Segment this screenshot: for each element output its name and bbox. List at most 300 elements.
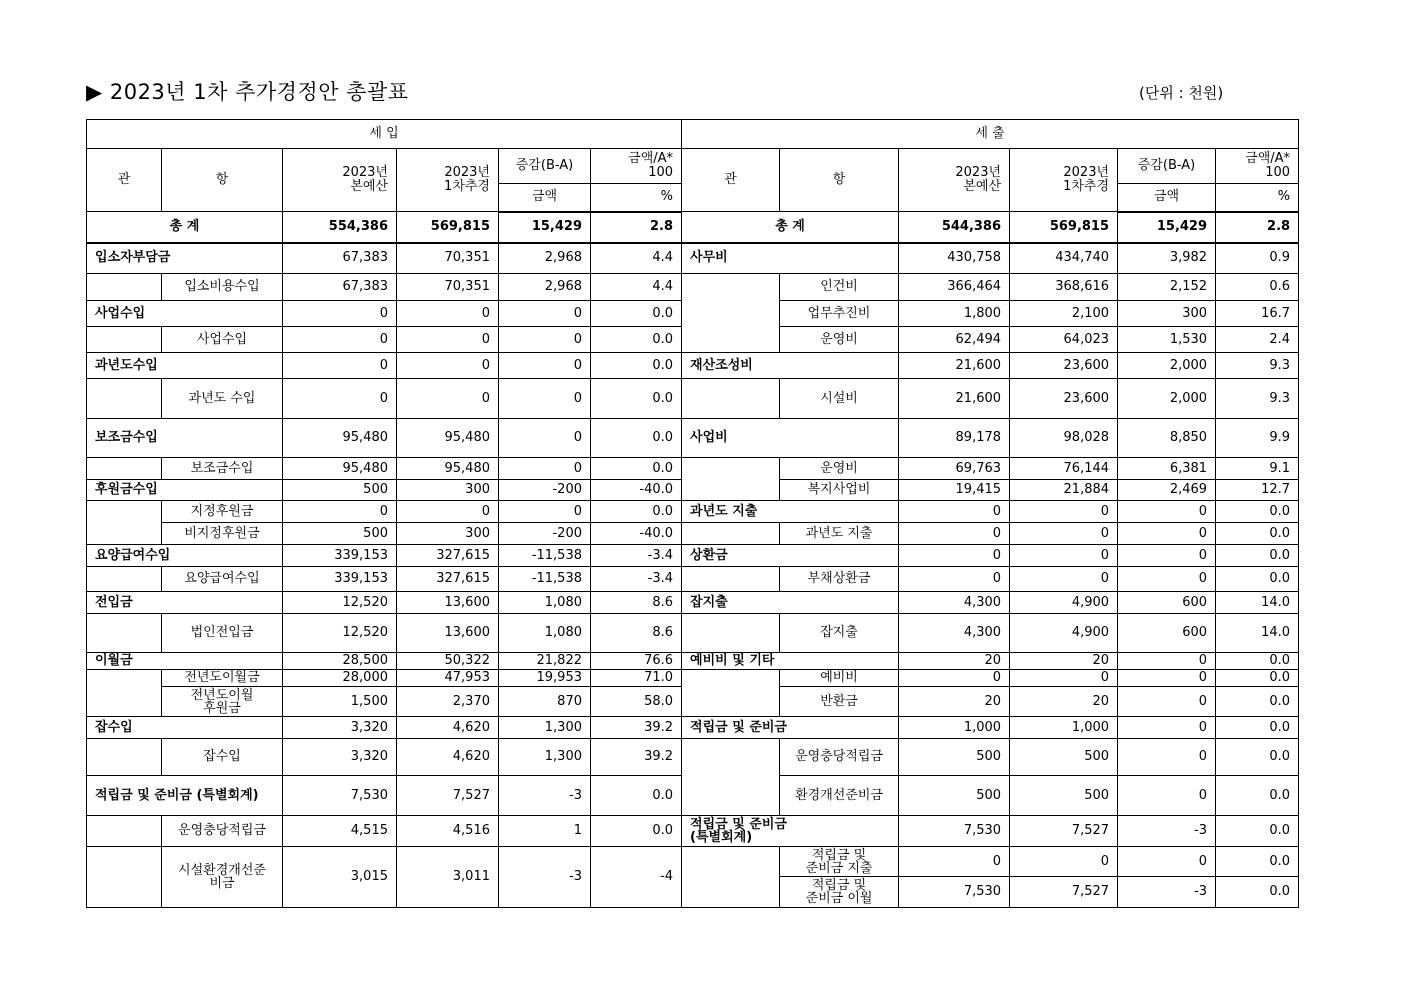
income-gwan-blank-cell	[87, 274, 162, 301]
income-hang-cell: 보조금수입	[162, 458, 283, 480]
table-row	[87, 419, 1299, 458]
income-supp-cell: 0	[397, 501, 499, 523]
income-supp-cell: 0	[397, 301, 499, 327]
income-base-cell: 95,480	[283, 458, 397, 480]
income-diff-cell: -3	[499, 776, 591, 816]
income-hang-cell: 운영충당적립금	[162, 816, 283, 847]
income-hang-cell: 비지정후원금	[162, 523, 283, 545]
expense-diff-cell: 0	[1118, 670, 1216, 687]
page-title	[86, 76, 409, 106]
expense-diff-cell: -3	[1118, 816, 1216, 847]
expense-gwan-cell: 적립금 및 준비금	[682, 717, 899, 739]
expense-hang-cell: 적립금 및 준비금 이월	[780, 877, 899, 908]
table-row	[87, 545, 1299, 567]
expense-base-cell: 20	[899, 687, 1010, 717]
expense-gwan-blank-cell	[682, 523, 780, 545]
expense-base-cell: 62,494	[899, 327, 1010, 353]
income-total-supp: 569,815	[397, 212, 499, 243]
expense-gwan-blank-cell	[682, 274, 780, 353]
expense-pct-cell: 0.0	[1216, 717, 1299, 739]
expense-gwan-cell: 사업비	[682, 419, 899, 458]
expense-supp-cell: 21,884	[1010, 480, 1118, 501]
expense-base-cell: 4,300	[899, 592, 1010, 614]
expense-ratio-header: 금액/A* 100	[1216, 149, 1299, 184]
expense-total-pct: 2.8	[1216, 212, 1299, 243]
total-row	[87, 212, 1299, 243]
income-gwan-cell: 이월금	[87, 653, 283, 670]
income-base-cell: 500	[283, 480, 397, 501]
expense-base-cell: 19,415	[899, 480, 1010, 501]
income-base-cell: 7,530	[283, 776, 397, 816]
income-supp-cell: 4,516	[397, 816, 499, 847]
income-diff-cell: -200	[499, 523, 591, 545]
expense-diff-cell: 600	[1118, 592, 1216, 614]
income-base-cell: 0	[283, 501, 397, 523]
income-gwan-cell: 전입금	[87, 592, 283, 614]
expense-hang-cell: 업무추진비	[780, 301, 899, 327]
unit-note: (단위 : 천원)	[1139, 84, 1224, 102]
expense-diff-cell: 0	[1118, 717, 1216, 739]
expense-supp-cell: 500	[1010, 739, 1118, 776]
income-diff-cell: -11,538	[499, 545, 591, 567]
income-hang-header: 항	[162, 149, 283, 212]
expense-gwan-blank-cell	[682, 614, 780, 653]
expense-pct-cell: 9.3	[1216, 353, 1299, 379]
income-diff-header: 증감(B-A)	[499, 149, 591, 184]
table-body	[87, 120, 1299, 908]
expense-supp-cell: 23,600	[1010, 353, 1118, 379]
income-supp-cell: 300	[397, 480, 499, 501]
table-row	[87, 243, 1299, 274]
table-row	[87, 458, 1299, 480]
expense-base-header: 2023년 본예산	[899, 149, 1010, 212]
income-base-cell: 1,500	[283, 687, 397, 717]
income-diff-cell: 21,822	[499, 653, 591, 670]
income-diff-cell: 0	[499, 353, 591, 379]
table-row	[87, 816, 1299, 847]
expense-hang-cell: 인건비	[780, 274, 899, 301]
expense-diff-cell: 6,381	[1118, 458, 1216, 480]
expense-pct-cell: 9.3	[1216, 379, 1299, 419]
income-pct-cell: 58.0	[591, 687, 682, 717]
expense-pct-cell: 0.0	[1216, 545, 1299, 567]
income-base-cell: 28,500	[283, 653, 397, 670]
income-diff-cell: 0	[499, 379, 591, 419]
expense-supp-header: 2023년 1차추경	[1010, 149, 1118, 212]
income-diff-cell: 0	[499, 327, 591, 353]
income-base-cell: 3,320	[283, 739, 397, 776]
income-supp-cell: 7,527	[397, 776, 499, 816]
expense-diff-subheader: 금액	[1118, 184, 1216, 212]
expense-supp-cell: 98,028	[1010, 419, 1118, 458]
income-pct-cell: 71.0	[591, 670, 682, 687]
expense-pct-cell: 0.0	[1216, 653, 1299, 670]
income-pct-cell: 0.0	[591, 776, 682, 816]
expense-diff-cell: 600	[1118, 614, 1216, 653]
expense-supp-cell: 0	[1010, 670, 1118, 687]
income-pct-cell: 8.6	[591, 592, 682, 614]
income-total-label: 총 계	[87, 212, 283, 243]
income-supp-cell: 2,370	[397, 687, 499, 717]
expense-pct-cell: 0.0	[1216, 816, 1299, 847]
income-pct-cell: 39.2	[591, 717, 682, 739]
table-row	[87, 670, 1299, 687]
income-pct-cell: 76.6	[591, 653, 682, 670]
expense-diff-cell: 0	[1118, 501, 1216, 523]
income-base-cell: 0	[283, 301, 397, 327]
income-ratio-header: 금액/A* 100	[591, 149, 682, 184]
income-diff-cell: -11,538	[499, 567, 591, 592]
income-diff-cell: -200	[499, 480, 591, 501]
expense-pct-cell: 14.0	[1216, 592, 1299, 614]
expense-gwan-blank-cell	[682, 847, 780, 908]
expense-pct-cell: 12.7	[1216, 480, 1299, 501]
expense-section-header: 세 출	[682, 120, 1299, 149]
expense-supp-cell: 1,000	[1010, 717, 1118, 739]
budget-summary-table	[86, 119, 1299, 908]
income-supp-cell: 0	[397, 353, 499, 379]
expense-pct-cell: 14.0	[1216, 614, 1299, 653]
expense-gwan-cell: 재산조성비	[682, 353, 899, 379]
expense-pct-cell: 0.0	[1216, 567, 1299, 592]
expense-hang-cell: 부채상환금	[780, 567, 899, 592]
expense-base-cell: 21,600	[899, 379, 1010, 419]
income-supp-cell: 0	[397, 327, 499, 353]
expense-diff-cell: 3,982	[1118, 243, 1216, 274]
income-diff-cell: 19,953	[499, 670, 591, 687]
expense-base-cell: 0	[899, 670, 1010, 687]
income-hang-cell: 요양급여수입	[162, 567, 283, 592]
table-row	[87, 274, 1299, 301]
expense-supp-cell: 0	[1010, 847, 1118, 877]
income-gwan-blank-cell	[87, 567, 162, 592]
expense-pct-cell: 0.6	[1216, 274, 1299, 301]
expense-pct-cell: 0.0	[1216, 501, 1299, 523]
income-diff-cell: 0	[499, 301, 591, 327]
table-row	[87, 567, 1299, 592]
income-hang-cell: 전년도이월금	[162, 670, 283, 687]
income-base-cell: 95,480	[283, 419, 397, 458]
section-header-row	[87, 120, 1299, 149]
expense-diff-cell: 300	[1118, 301, 1216, 327]
expense-base-cell: 430,758	[899, 243, 1010, 274]
income-supp-cell: 327,615	[397, 545, 499, 567]
income-base-cell: 67,383	[283, 243, 397, 274]
expense-diff-header: 증감(B-A)	[1118, 149, 1216, 184]
title-marker: ▶	[86, 80, 103, 104]
income-pct-cell: 0.0	[591, 816, 682, 847]
expense-supp-cell: 64,023	[1010, 327, 1118, 353]
income-supp-cell: 4,620	[397, 717, 499, 739]
income-base-cell: 4,515	[283, 816, 397, 847]
expense-pct-cell: 9.1	[1216, 458, 1299, 480]
expense-diff-cell: 0	[1118, 847, 1216, 877]
expense-diff-cell: 0	[1118, 776, 1216, 816]
income-pct-cell: 4.4	[591, 243, 682, 274]
income-pct-cell: 0.0	[591, 501, 682, 523]
income-supp-cell: 13,600	[397, 592, 499, 614]
expense-gwan-cell: 예비비 및 기타	[682, 653, 899, 670]
expense-gwan-blank-cell	[682, 458, 780, 501]
income-gwan-cell: 과년도수입	[87, 353, 283, 379]
income-supp-cell: 95,480	[397, 419, 499, 458]
table-row	[87, 353, 1299, 379]
expense-supp-cell: 7,527	[1010, 877, 1118, 908]
income-gwan-cell: 잡수입	[87, 717, 283, 739]
expense-pct-cell: 0.0	[1216, 847, 1299, 877]
expense-supp-cell: 20	[1010, 687, 1118, 717]
expense-base-cell: 20	[899, 653, 1010, 670]
expense-diff-cell: 2,152	[1118, 274, 1216, 301]
expense-diff-cell: 0	[1118, 523, 1216, 545]
income-supp-cell: 4,620	[397, 739, 499, 776]
expense-gwan-blank-cell	[682, 379, 780, 419]
expense-base-cell: 500	[899, 739, 1010, 776]
income-supp-cell: 95,480	[397, 458, 499, 480]
expense-base-cell: 1,800	[899, 301, 1010, 327]
expense-diff-cell: 0	[1118, 567, 1216, 592]
income-pct-cell: 0.0	[591, 379, 682, 419]
expense-gwan-blank-cell	[682, 739, 780, 816]
expense-supp-cell: 4,900	[1010, 614, 1118, 653]
expense-gwan-cell: 상환금	[682, 545, 899, 567]
expense-supp-cell: 76,144	[1010, 458, 1118, 480]
income-gwan-blank-cell	[87, 739, 162, 776]
table-row	[87, 523, 1299, 545]
expense-pct-cell: 0.0	[1216, 687, 1299, 717]
expense-supp-cell: 0	[1010, 567, 1118, 592]
income-hang-cell: 사업수입	[162, 327, 283, 353]
expense-diff-cell: 1,530	[1118, 327, 1216, 353]
expense-diff-cell: 2,469	[1118, 480, 1216, 501]
income-supp-cell: 47,953	[397, 670, 499, 687]
table-row	[87, 739, 1299, 776]
income-diff-cell: 2,968	[499, 243, 591, 274]
income-diff-cell: 870	[499, 687, 591, 717]
income-total-base: 554,386	[283, 212, 397, 243]
income-supp-cell: 70,351	[397, 274, 499, 301]
expense-hang-cell: 운영충당적립금	[780, 739, 899, 776]
income-base-cell: 0	[283, 379, 397, 419]
table-row	[87, 717, 1299, 739]
income-gwan-blank-cell	[87, 327, 162, 353]
expense-hang-cell: 과년도 지출	[780, 523, 899, 545]
expense-supp-cell: 4,900	[1010, 592, 1118, 614]
expense-pct-cell: 0.9	[1216, 243, 1299, 274]
title-text: 2023년 1차 추가경정안 총괄표	[109, 80, 409, 104]
expense-pct-cell: 0.0	[1216, 670, 1299, 687]
expense-pct-cell: 9.9	[1216, 419, 1299, 458]
expense-supp-cell: 7,527	[1010, 816, 1118, 847]
income-diff-cell: 0	[499, 501, 591, 523]
expense-base-cell: 21,600	[899, 353, 1010, 379]
expense-hang-cell: 운영비	[780, 458, 899, 480]
income-base-cell: 67,383	[283, 274, 397, 301]
expense-gwan-cell: 과년도 지출	[682, 501, 899, 523]
income-gwan-cell: 후원금수입	[87, 480, 283, 501]
income-base-cell: 12,520	[283, 614, 397, 653]
income-pct-cell: 0.0	[591, 458, 682, 480]
income-pct-cell: 8.6	[591, 614, 682, 653]
expense-total-base: 544,386	[899, 212, 1010, 243]
income-gwan-blank-cell	[87, 670, 162, 717]
table-row	[87, 653, 1299, 670]
income-section-header: 세 입	[87, 120, 682, 149]
income-hang-cell: 지정후원금	[162, 501, 283, 523]
income-base-cell: 3,015	[283, 847, 397, 908]
income-diff-cell: 1,080	[499, 614, 591, 653]
income-total-pct: 2.8	[591, 212, 682, 243]
income-pct-cell: -40.0	[591, 523, 682, 545]
expense-gwan-blank-cell	[682, 670, 780, 717]
expense-base-cell: 1,000	[899, 717, 1010, 739]
expense-supp-cell: 368,616	[1010, 274, 1118, 301]
expense-gwan-cell: 사무비	[682, 243, 899, 274]
expense-base-cell: 500	[899, 776, 1010, 816]
expense-base-cell: 7,530	[899, 816, 1010, 847]
income-pct-cell: 0.0	[591, 419, 682, 458]
income-base-cell: 500	[283, 523, 397, 545]
expense-hang-cell: 환경개선준비금	[780, 776, 899, 816]
expense-pct-cell: 2.4	[1216, 327, 1299, 353]
expense-gwan-blank-cell	[682, 567, 780, 592]
expense-hang-cell: 운영비	[780, 327, 899, 353]
income-pct-cell: 0.0	[591, 353, 682, 379]
income-supp-header: 2023년 1차추경	[397, 149, 499, 212]
income-hang-cell: 시설환경개선준 비금	[162, 847, 283, 908]
expense-hang-header: 항	[780, 149, 899, 212]
expense-hang-cell: 시설비	[780, 379, 899, 419]
income-diff-cell: 0	[499, 458, 591, 480]
expense-total-diff: 15,429	[1118, 212, 1216, 243]
income-supp-cell: 0	[397, 379, 499, 419]
income-supp-cell: 70,351	[397, 243, 499, 274]
expense-base-cell: 0	[899, 567, 1010, 592]
income-pct-cell: 4.4	[591, 274, 682, 301]
income-pct-cell: -3.4	[591, 545, 682, 567]
expense-pct-cell: 0.0	[1216, 776, 1299, 816]
expense-supp-cell: 500	[1010, 776, 1118, 816]
income-gwan-blank-cell	[87, 501, 162, 545]
expense-diff-cell: 0	[1118, 687, 1216, 717]
income-pct-cell: 39.2	[591, 739, 682, 776]
income-gwan-blank-cell	[87, 816, 162, 847]
income-pct-cell: -4	[591, 847, 682, 908]
income-base-cell: 339,153	[283, 567, 397, 592]
income-gwan-cell: 입소자부담금	[87, 243, 283, 274]
expense-diff-cell: 8,850	[1118, 419, 1216, 458]
income-base-cell: 0	[283, 327, 397, 353]
income-hang-cell: 전년도이월 후원금	[162, 687, 283, 717]
expense-diff-cell: -3	[1118, 877, 1216, 908]
income-base-cell: 339,153	[283, 545, 397, 567]
income-diff-cell: 0	[499, 419, 591, 458]
expense-hang-cell: 예비비	[780, 670, 899, 687]
expense-supp-cell: 0	[1010, 523, 1118, 545]
income-pct-cell: -40.0	[591, 480, 682, 501]
expense-hang-cell: 잡지출	[780, 614, 899, 653]
income-hang-cell: 법인전입금	[162, 614, 283, 653]
expense-gwan-header: 관	[682, 149, 780, 212]
income-gwan-blank-cell	[87, 458, 162, 480]
income-gwan-cell: 적립금 및 준비금 (특별회계)	[87, 776, 283, 816]
expense-gwan-cell: 잡지출	[682, 592, 899, 614]
income-diff-cell: 1,300	[499, 717, 591, 739]
expense-pct-cell: 16.7	[1216, 301, 1299, 327]
expense-supp-cell: 23,600	[1010, 379, 1118, 419]
income-hang-cell: 잡수입	[162, 739, 283, 776]
income-base-cell: 0	[283, 353, 397, 379]
expense-base-cell: 7,530	[899, 877, 1010, 908]
expense-base-cell: 69,763	[899, 458, 1010, 480]
income-gwan-blank-cell	[87, 379, 162, 419]
expense-hang-cell: 적립금 및 준비금 지출	[780, 847, 899, 877]
income-diff-cell: 1,300	[499, 739, 591, 776]
income-diff-subheader: 금액	[499, 184, 591, 212]
table-row	[87, 614, 1299, 653]
income-ratio-subheader: %	[591, 184, 682, 212]
income-supp-cell: 327,615	[397, 567, 499, 592]
income-supp-cell: 13,600	[397, 614, 499, 653]
income-supp-cell: 300	[397, 523, 499, 545]
income-gwan-header: 관	[87, 149, 162, 212]
table-row	[87, 847, 1299, 877]
table-row	[87, 379, 1299, 419]
expense-diff-cell: 2,000	[1118, 379, 1216, 419]
expense-supp-cell: 20	[1010, 653, 1118, 670]
income-diff-cell: -3	[499, 847, 591, 908]
income-hang-cell: 과년도 수입	[162, 379, 283, 419]
expense-hang-cell: 복지사업비	[780, 480, 899, 501]
column-header-row	[87, 149, 1299, 184]
expense-supp-cell: 2,100	[1010, 301, 1118, 327]
income-gwan-blank-cell	[87, 847, 162, 908]
expense-gwan-cell: 적립금 및 준비금 (특별회계)	[682, 816, 899, 847]
expense-supp-cell: 0	[1010, 545, 1118, 567]
income-base-cell: 12,520	[283, 592, 397, 614]
expense-diff-cell: 0	[1118, 739, 1216, 776]
income-base-header: 2023년 본예산	[283, 149, 397, 212]
income-pct-cell: 0.0	[591, 301, 682, 327]
table-row	[87, 592, 1299, 614]
expense-base-cell: 366,464	[899, 274, 1010, 301]
income-total-diff: 15,429	[499, 212, 591, 243]
expense-base-cell: 0	[899, 501, 1010, 523]
expense-base-cell: 0	[899, 545, 1010, 567]
expense-pct-cell: 0.0	[1216, 523, 1299, 545]
income-diff-cell: 2,968	[499, 274, 591, 301]
expense-total-supp: 569,815	[1010, 212, 1118, 243]
income-gwan-cell: 요양급여수입	[87, 545, 283, 567]
expense-base-cell: 89,178	[899, 419, 1010, 458]
income-pct-cell: -3.4	[591, 567, 682, 592]
expense-ratio-subheader: %	[1216, 184, 1299, 212]
expense-base-cell: 0	[899, 523, 1010, 545]
income-supp-cell: 3,011	[397, 847, 499, 908]
expense-diff-cell: 2,000	[1118, 353, 1216, 379]
income-hang-cell: 입소비용수입	[162, 274, 283, 301]
income-supp-cell: 50,322	[397, 653, 499, 670]
income-diff-cell: 1,080	[499, 592, 591, 614]
income-gwan-cell: 보조금수입	[87, 419, 283, 458]
expense-pct-cell: 0.0	[1216, 877, 1299, 908]
expense-supp-cell: 0	[1010, 501, 1118, 523]
expense-base-cell: 0	[899, 847, 1010, 877]
income-pct-cell: 0.0	[591, 327, 682, 353]
expense-supp-cell: 434,740	[1010, 243, 1118, 274]
expense-diff-cell: 0	[1118, 545, 1216, 567]
expense-pct-cell: 0.0	[1216, 739, 1299, 776]
